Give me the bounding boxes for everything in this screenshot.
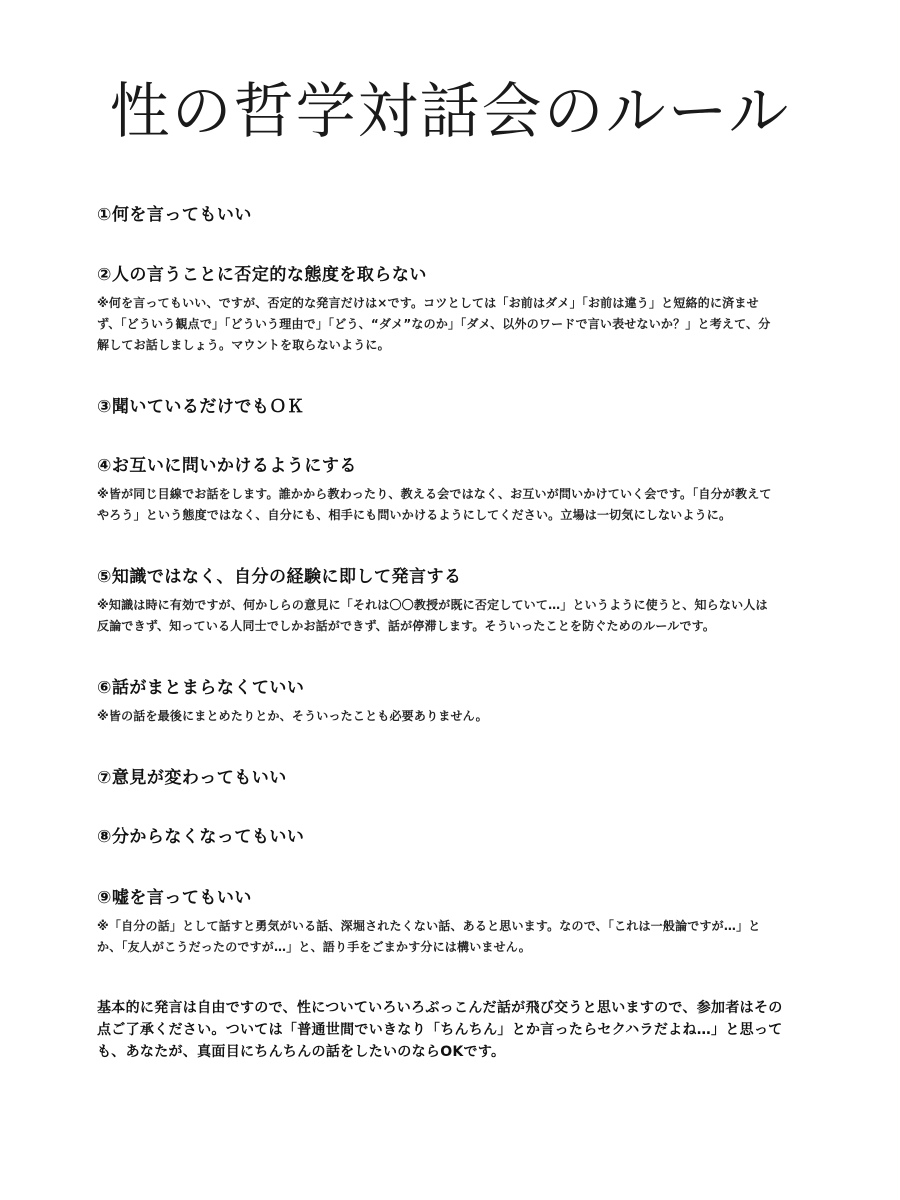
rule-heading: ⑤知識ではなく、自分の経験に即して発言する	[97, 567, 462, 587]
rule-note: ※「自分の話」として話すと勇気がいる話、深堀されたくない話、あると思います。なので、「これは一般論ですが…」とか、「友人がこうだったのですが…」と、語り手をごまかす分には構いません。	[97, 919, 761, 954]
rule-heading: ①何を言ってもいい	[97, 205, 252, 225]
rule-3	[97, 395, 777, 419]
rule-1	[97, 203, 777, 227]
rule-5	[97, 565, 777, 637]
rule-heading: ②人の言うことに否定的な態度を取らない	[97, 265, 427, 285]
closing-paragraph: 基本的に発言は自由ですので、性についていろいろぶっこんだ話が飛び交うと思いますので、参加者はその点ご了承ください。ついては「普通世間でいきなり「ちんちん」とか言ったらセクハラだよね…」と思っても、あなたが、真面目にちんちんの話をしたいのならOKです。	[97, 1000, 783, 1060]
rule-heading: ⑧分からなくなってもいい	[97, 827, 305, 847]
rule-note: ※皆が同じ目線でお話をします。誰かから教わったり、教える会ではなく、お互いが問いかけていく会です。「自分が教えてやろう」という態度ではなく、自分にも、相手にも問いかけるようにしてください。立場は一切気にしないように。	[97, 487, 772, 522]
page-title: 性の哲学対話会のルール	[109, 77, 791, 147]
rule-heading: ④お互いに問いかけるようにする	[97, 456, 357, 476]
rule-8	[97, 825, 777, 849]
rule-heading: ⑥話がまとまらなくていい	[97, 678, 305, 698]
rule-4	[97, 454, 777, 526]
rule-heading: ③聞いているだけでもＯＫ	[97, 397, 305, 417]
rule-note: ※何を言ってもいい、ですが、否定的な発言だけは×です。コツとしては「お前はダメ」「お前は違う」と短絡的に済ませず、「どういう観点で」「どういう理由で」「どう、“ダメ”なのか」「ダメ、以外のワードで言い表せないか？」と考えて、分解してお話しましょう。マウントを取らないように。	[97, 296, 771, 352]
rule-2	[97, 263, 777, 356]
rule-7	[97, 766, 777, 790]
rule-9	[97, 886, 777, 958]
rule-note: ※皆の話を最後にまとめたりとか、そういったことも必要ありません。	[97, 709, 488, 723]
rule-heading: ⑦意見が変わってもいい	[97, 768, 287, 788]
rule-heading: ⑨嘘を言ってもいい	[97, 888, 252, 908]
rule-6	[97, 676, 777, 727]
rule-note: ※知識は時に有効ですが、何かしらの意見に「それは〇〇教授が既に否定していて…」というように使うと、知らない人は反論できず、知っている人同士でしかお話ができず、話が停滞します。そういったことを防ぐためのルールです。	[97, 598, 768, 633]
